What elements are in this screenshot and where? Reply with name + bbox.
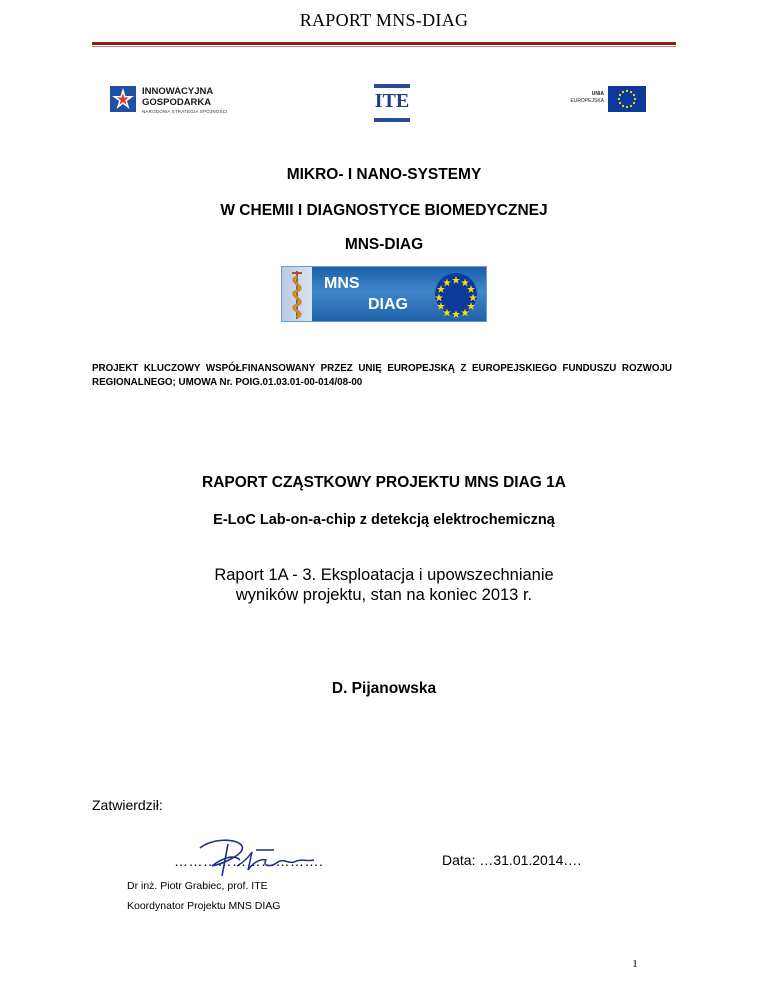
handwritten-signature — [182, 836, 330, 882]
ig-line3: NARODOWA STRATEGIA SPÓJNOŚCI — [142, 109, 228, 114]
ite-logo — [374, 84, 410, 122]
eu-flag-icon — [608, 86, 646, 112]
report-subtitle: E-LoC Lab-on-a-chip z detekcją elektrochemiczną — [213, 512, 555, 528]
caduceus-icon — [282, 267, 312, 321]
ite-bar-bottom — [374, 118, 410, 122]
innowacyjna-gospodarka-logo — [108, 84, 258, 120]
title-line-3: MNS-DIAG — [344, 236, 424, 253]
title-line-2: W CHEMII I DIAGNOSTYCE BIOMEDYCZNEJ — [220, 202, 548, 219]
signatory-name: Dr inż. Piotr Grabiec, prof. ITE — [127, 880, 268, 892]
report-description-line2: wyników projektu, stan na koniec 2013 r. — [235, 586, 533, 604]
approval-date: Data: …31.01.2014…. — [442, 852, 582, 868]
running-header: RAPORT MNS-DIAG — [299, 10, 469, 30]
ue-line1: UNIA — [591, 91, 604, 97]
ig-star-icon — [108, 84, 138, 114]
mns-diag-banner — [281, 266, 487, 322]
report-description-line1: Raport 1A - 3. Eksploatacja i upowszechnianie — [214, 566, 554, 584]
signatory-role: Koordynator Projektu MNS DIAG — [127, 900, 281, 912]
page-number: 1 — [632, 958, 638, 970]
banner-diag: DIAG — [368, 296, 408, 313]
author-name: D. Pijanowska — [331, 680, 437, 697]
banner-caduceus-panel — [282, 267, 312, 321]
ig-line2: GOSPODARKA — [142, 97, 212, 108]
ite-bar-top — [374, 84, 410, 88]
title-line-1: MIKRO- I NANO-SYSTEMY — [286, 166, 482, 183]
approved-by-label: Zatwierdził: — [92, 797, 163, 813]
header-rule — [92, 42, 676, 45]
ite-text: ITE — [374, 90, 410, 112]
banner-mns: MNS — [324, 275, 360, 292]
project-funding-statement: PROJEKT KLUCZOWY WSPÓŁFINANSOWANY PRZEZ UNIĘ EUROPEJSKĄ Z EUROPEJSKIEGO FUNDUSZU ROZWOJU REGIONALNEGO; UMOWA Nr. POIG.01.03.01-00-014/08-00 — [92, 363, 672, 388]
signature-dots: …………………………. — [174, 853, 324, 869]
eu-logo — [568, 84, 648, 114]
ue-line2: EUROPEJSKA — [570, 98, 604, 104]
ig-line1: INNOWACYJNA — [142, 86, 214, 97]
eu-stars-icon — [432, 269, 480, 319]
header-rule-thin — [92, 46, 676, 47]
report-title: RAPORT CZĄSTKOWY PROJEKTU MNS DIAG 1A — [202, 474, 566, 491]
